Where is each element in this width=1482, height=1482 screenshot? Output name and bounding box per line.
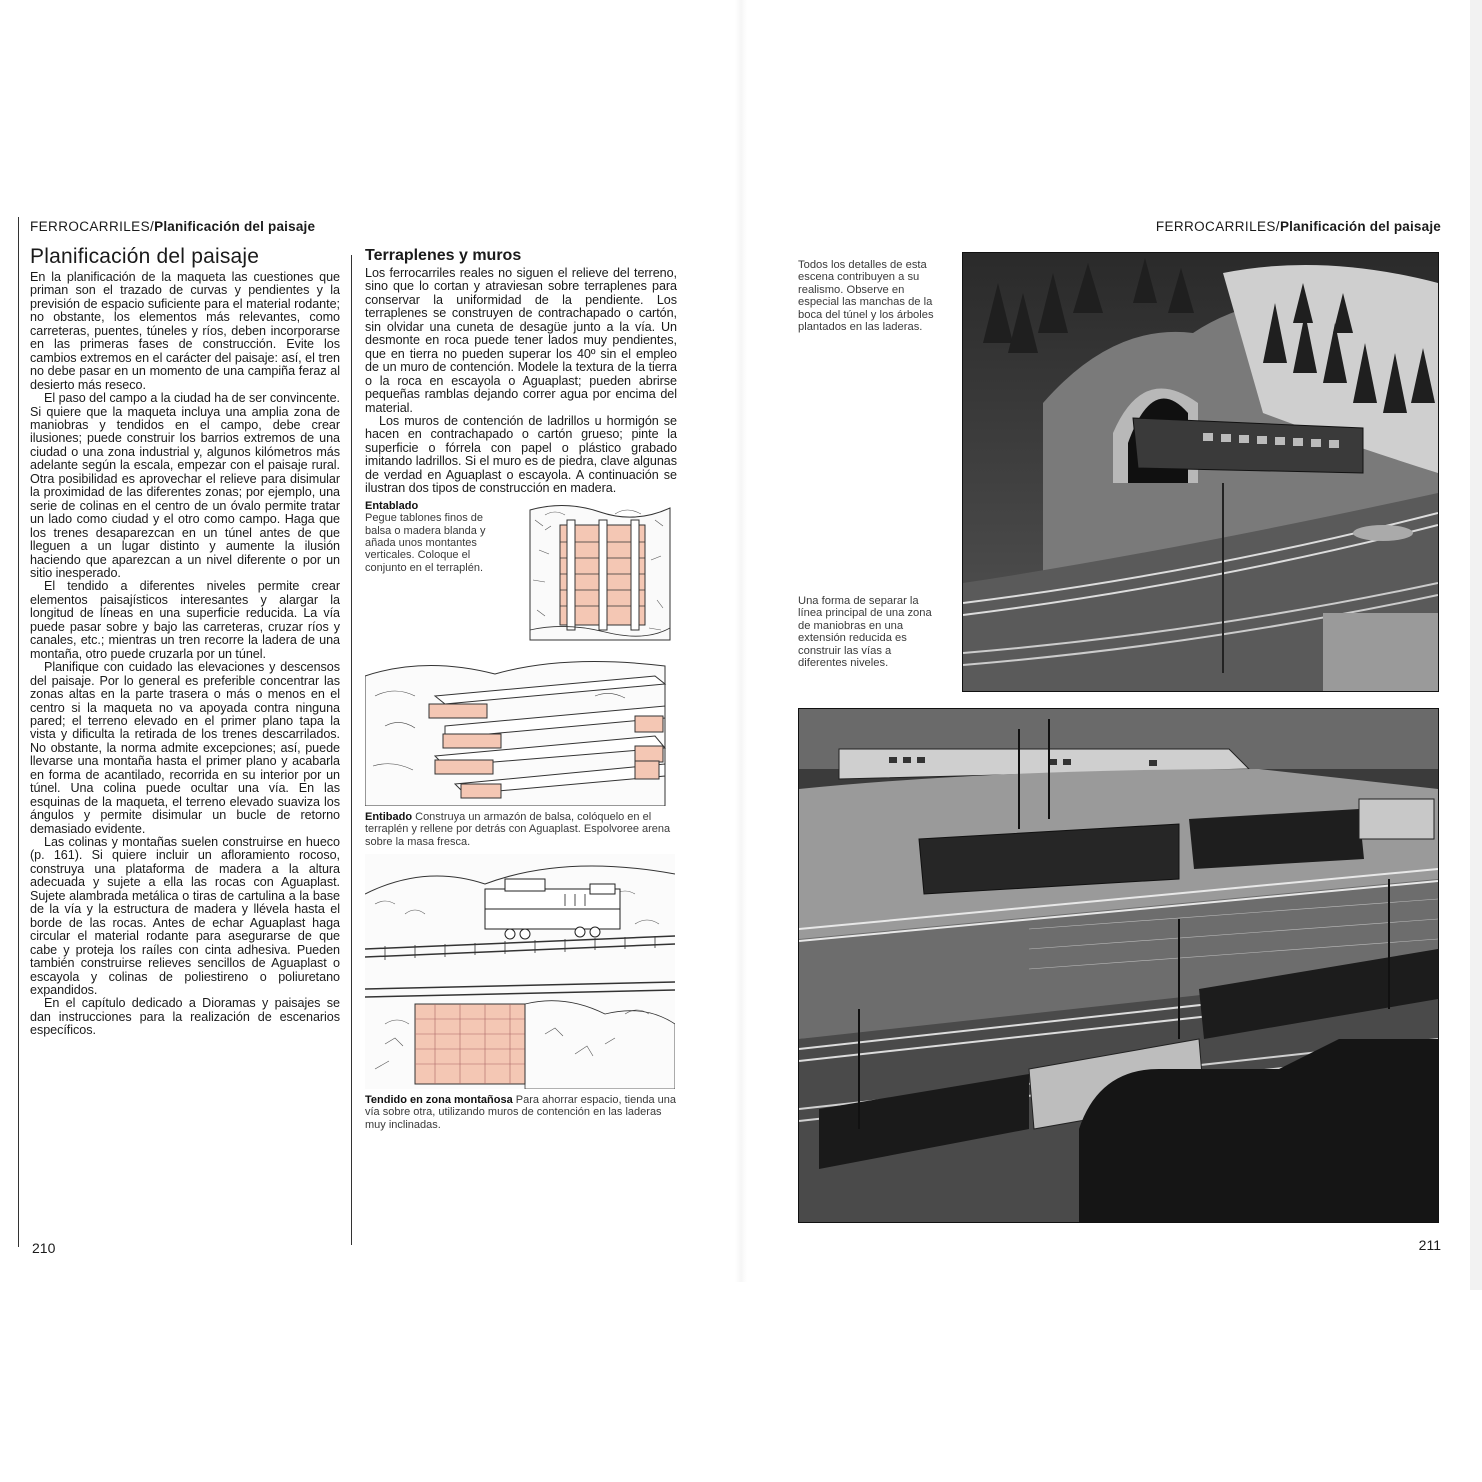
paragraph: Los muros de contención de ladrillos u hormigón se hacen en contrachapado o cartón grueso; pinte la superficie o fórrela con papel o plástico grabado imitando ladrillos. Si el muro es de piedra, clave algunas de verdad en Aguaplast o escayola. A continuación se ilustran dos tipos de construcción en madera. [365,413,677,496]
photo-tunnel-scene [962,252,1439,692]
section-body [365,267,677,496]
entibado-illustration [365,656,675,806]
running-head-left [30,219,315,234]
gutter [735,0,747,1282]
running-head-section: FERROCARRILES/ [1155,219,1280,234]
figure-caption [365,1094,677,1131]
right-page [790,215,1445,1275]
caption-text: Pegue tablones finos de balsa o madera blanda y añada unos montantes verticales. Coloque el conjunto en el terraplén. [365,512,486,574]
running-head-right [1156,219,1441,234]
figure-tendido [365,854,677,1131]
running-head-topic: Planificación del paisaje [1279,219,1441,234]
paragraph: El paso del campo a la ciudad ha de ser convincente. Si quiere que la maqueta incluya una amplia zona de maniobras y tendidos en el campo, debe crear ilusiones; puede construir los barrios extremos de una ciudad o una zona industrial y, algunos kilómetros más adelante según la escala, empezar con el paisaje rural. Otra posibilidad es aprovechar el relieve para disimular la proximidad de las diferentes zonas; por ejemplo, una serie de colinas en el centro de un óvalo permite tratar un lado como ciudad y el otro como campo. Haga que los trenes desaparezcan en un túnel antes de que lleguen a un lugar distinto y aumente la ilusión haciendo que aparezcan a un nivel diferente o por un sitio inesperado. [30,391,340,580]
page-title: Planificación del paisaje [30,245,260,268]
page-number: 210 [32,1240,56,1256]
tunnel-photo-image [963,253,1438,691]
entablado-illustration [525,500,675,650]
page-number: 211 [1418,1237,1441,1253]
caption-title: Entibado [365,810,413,823]
photo-caption-tunnel: Todos los detalles de esta escena contribuyen a su realismo. Observe en especial las manchas de la boca del túnel y los árboles plantados en las laderas. [798,259,934,334]
paragraph: En la planificación de la maqueta las cuestiones que priman son el trazado de curvas y pendientes y la previsión de espacio suficiente para el material rodante; no obstante, los elementos más relevantes, como carreteras, puentes, túneles y ríos, deben incorporarse en las primeras fases de construcción. Evite los cambios extremos en el carácter del paisaje: así, el tren no debe pasar en un momento de una campiña feraz al desierto más reseco. [30,270,340,392]
running-head-section: FERROCARRILES/ [30,219,155,234]
tendido-illustration [365,854,675,1089]
figure-caption [365,811,677,848]
running-head-topic: Planificación del paisaje [154,219,316,234]
photo-caption-levels: Una forma de separar la línea principal de una zona de maniobras en una extensión reducida es construir las vías a diferentes niveles. [798,595,932,670]
paragraph: Las colinas y montañas suelen construirse en hueco (p. 161). Si quiere incluir un afloramiento rocoso, construya una plataforma de madera a la altura adecuada y sujete a ella las rocas con Aguaplast. Sujete alambrada metálica o tiras de cartulina a la base de la vía y la estructura de madera y llévela hasta el borde de las rocas. Antes de echar Aguaplast haga circular el material rodante para asegurarse de que cabe y proteja los raíles con cinta adhesiva. Pueden también construirse relieves sencillos de Aguaplast o escayola y colinas de poliestireno o poliuretano expandidos. [30,835,340,998]
second-column [365,247,677,1131]
left-page [18,215,678,1275]
figure-entablado [365,500,677,650]
paragraph: En el capítulo dedicado a Dioramas y paisajes se dan instrucciones para la realización de escenarios específicos. [30,996,340,1038]
figure-entibado [365,656,677,848]
main-column [30,245,340,1038]
section-title: Terraplenes y muros [365,247,522,264]
column-rule [351,255,352,1245]
paragraph: El tendido a diferentes niveles permite crear elementos paisajísticos interesantes y alargar la longitud de líneas en una superficie reducida. La vía puede pasar sobre y bajo las carreteras, cruzar ríos y canales, etc.; mientras un tren recorre la ladera de una montaña, otro puede cruzarla por un túnel. [30,579,340,661]
caption-title: Tendido en zona montañosa [365,1093,513,1106]
photo-yard-scene [798,708,1439,1223]
caption-title: Entablado [365,499,419,512]
paragraph: Los ferrocarriles reales no siguen el relieve del terreno, sino que lo cortan y atraviesan sobre terraplenes para conservar la uniformidad de la pendiente. Los terraplenes se construyen de contrachapado o cartón, sin olvidar una cuneta de desagüe junto a la vía. Un desmonte en roca puede tener lados muy pendientes, que en tierra no pueden superar los 40º sin el empleo de un muro de contención. Modele la textura de la tierra o la roca en escayola o Aguaplast; pueden abrirse pequeñas ramblas dejando correr agua por encima del material. [365,266,677,415]
caption-text: Construya un armazón de balsa, colóquelo en el terraplén y rellene por detrás con Aguaplast. Espolvoree arena sobre la masa fresca. [365,810,671,848]
paragraph: Planifique con cuidado las elevaciones y descensos del paisaje. Por lo general es preferible concentrar las zonas altas en la parte trasera o más o menos en el centro si la maqueta no va apoyada contra ninguna pared; el terreno elevado en el primer plano tapa la vista y dificulta la retirada de los trenes descarrilados. No obstante, la norma admite excepciones; así, puede llevarse una montaña hasta el primer plano y acabarla en forma de acantilado, recorrida en su interior por un túnel. Una colina puede ocultar una vía. En las esquinas de la maqueta, el terreno elevado suaviza los ángulos y permite disimular un bucle de retorno demasiado evidente. [30,660,340,836]
caption-text: Para ahorrar espacio, tienda una vía sobre otra, utilizando muros de contención en las laderas muy inclinadas. [365,1093,676,1131]
yard-photo-image [799,709,1438,1222]
figure-caption [365,500,510,574]
page-edge [1470,0,1482,1290]
margin-rule [18,217,19,1247]
